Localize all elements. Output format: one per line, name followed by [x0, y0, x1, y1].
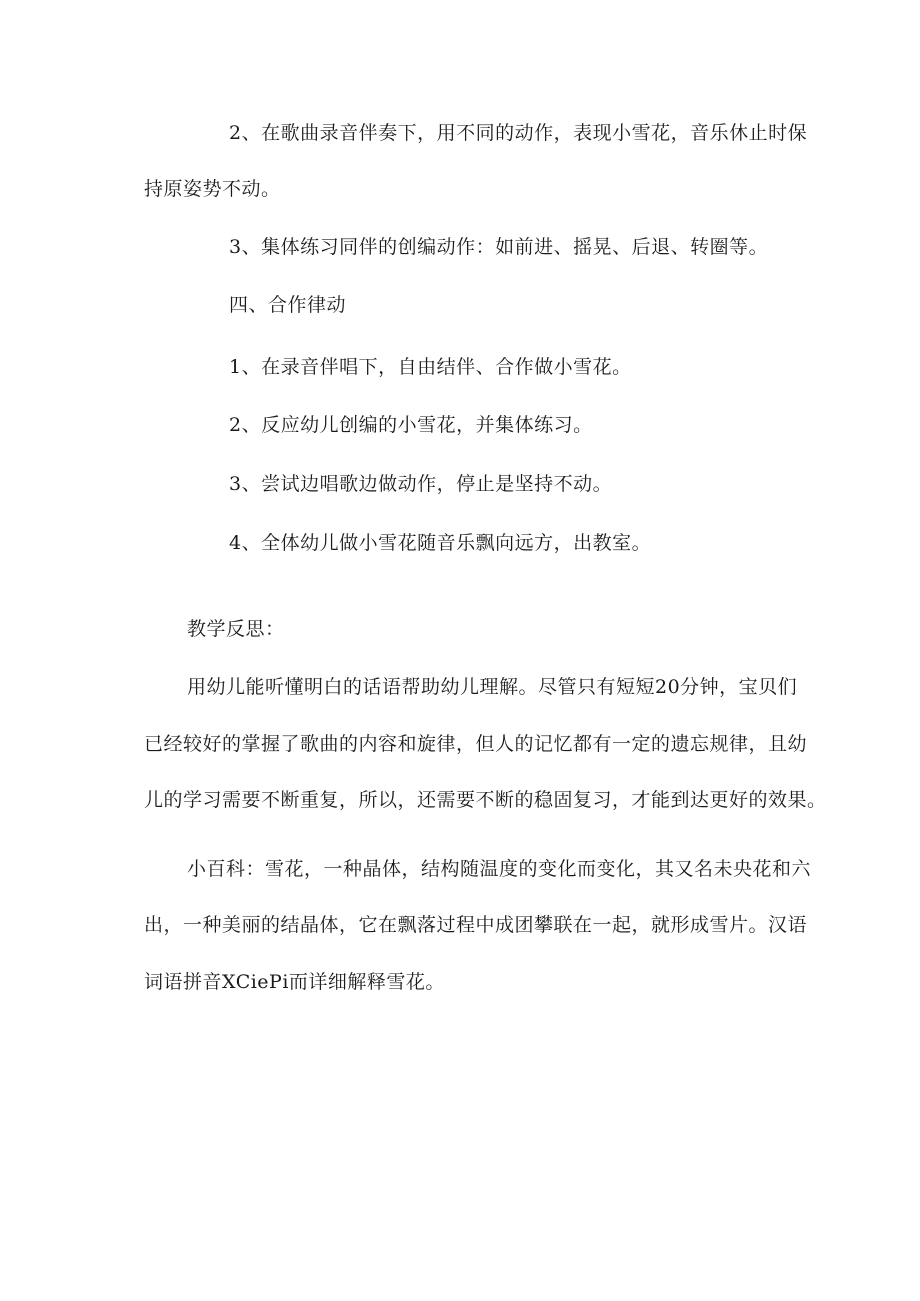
cooperative-step-3: 3、尝试边唱歌边做动作，停止是坚持不动。	[229, 473, 613, 495]
step-2-line-2: 持原姿势不动。	[144, 178, 281, 200]
reflection-line-2: 已经较好的掌握了歌曲的内容和旋律，但人的记忆都有一定的遗忘规律，且幼	[144, 733, 808, 755]
section-heading-cooperative-rhythm: 四、合作律动	[229, 294, 347, 316]
step-3: 3、集体练习同伴的创编动作：如前进、摇晃、后退、转圈等。	[229, 236, 769, 258]
reflection-heading: 教学反思：	[187, 618, 285, 640]
reflection-line-1: 用幼儿能听懂明白的话语帮助幼儿理解。尽管只有短短20分钟，宝贝们	[187, 676, 798, 698]
cooperative-step-2: 2、反应幼儿创编的小雪花，并集体练习。	[229, 414, 593, 436]
encyclopedia-line-3: 词语拼音XCiePi而详细解释雪花。	[144, 971, 445, 993]
reflection-line-3: 儿的学习需要不断重复，所以，还需要不断的稳固复习，才能到达更好的效果。	[144, 789, 827, 811]
encyclopedia-line-2: 出，一种美丽的结晶体，它在飘落过程中成团攀联在一起，就形成雪片。汉语	[144, 914, 808, 936]
cooperative-step-4: 4、全体幼儿做小雪花随音乐飘向远方，出教室。	[229, 532, 652, 554]
encyclopedia-line-1: 小百科：雪花，一种晶体，结构随温度的变化而变化，其又名未央花和六	[187, 858, 812, 880]
cooperative-step-1: 1、在录音伴唱下，自由结伴、合作做小雪花。	[229, 356, 632, 378]
step-2-line-1: 2、在歌曲录音伴奏下，用不同的动作，表现小雪花，音乐休止时保	[229, 122, 808, 144]
